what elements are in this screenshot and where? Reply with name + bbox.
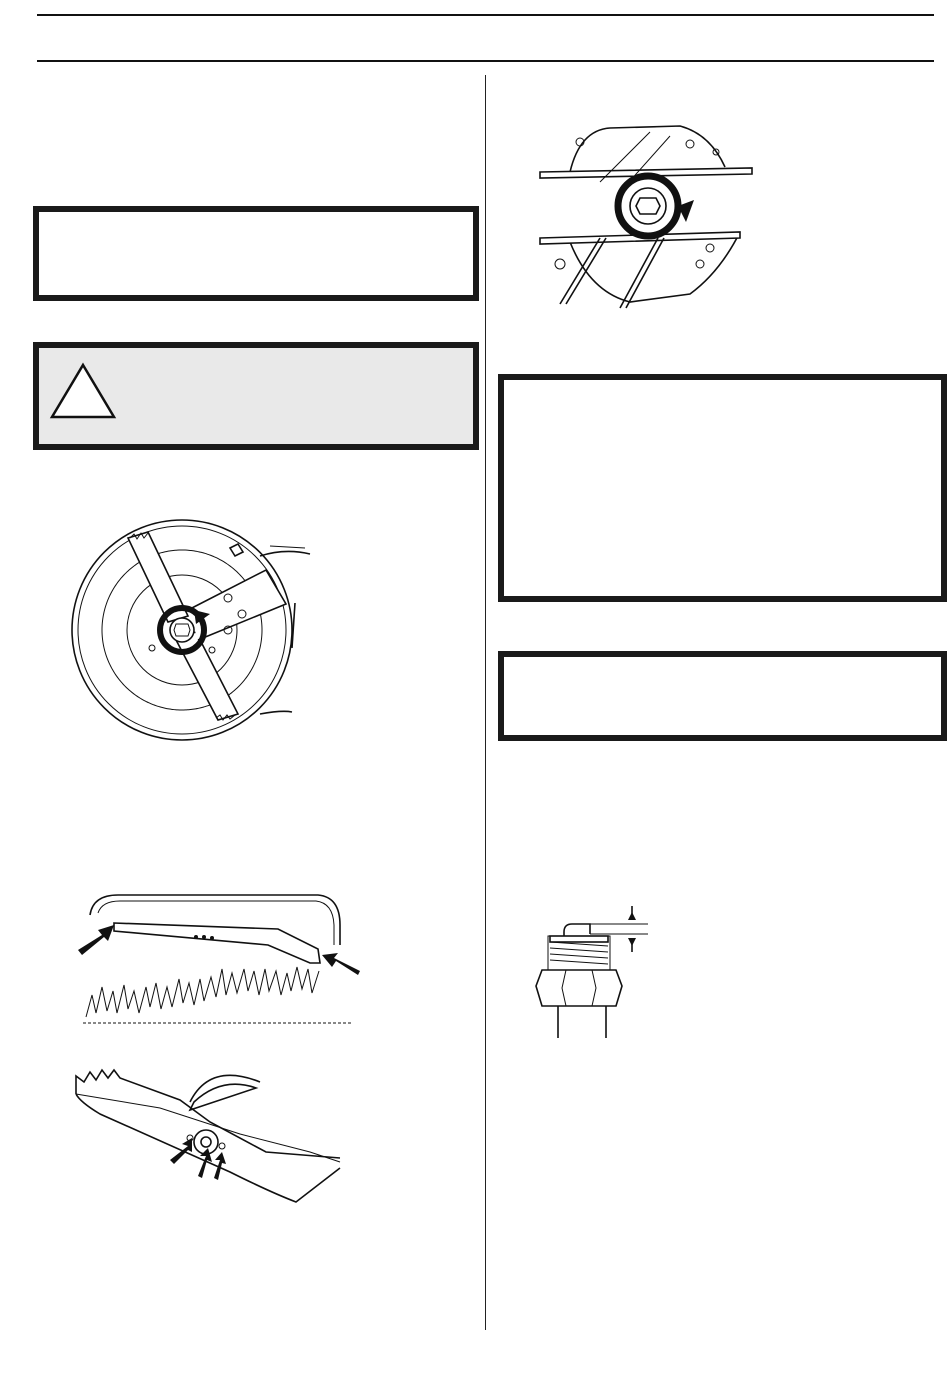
blade-wear-figure [70, 1062, 360, 1207]
notice-box-left [33, 206, 479, 301]
blade-removal-figure [70, 518, 330, 748]
column-divider [485, 75, 486, 1330]
blade-balance-figure [78, 885, 368, 1030]
warning-triangle-icon [48, 361, 118, 421]
notice-box-right-large [498, 374, 947, 602]
spark-plug-gap-figure [528, 906, 668, 1041]
warning-box [33, 342, 479, 450]
header-rule-top [37, 14, 934, 16]
header-rule-bottom [37, 60, 934, 62]
blade-bolt-figure [540, 122, 760, 312]
notice-box-right-small [498, 651, 947, 741]
